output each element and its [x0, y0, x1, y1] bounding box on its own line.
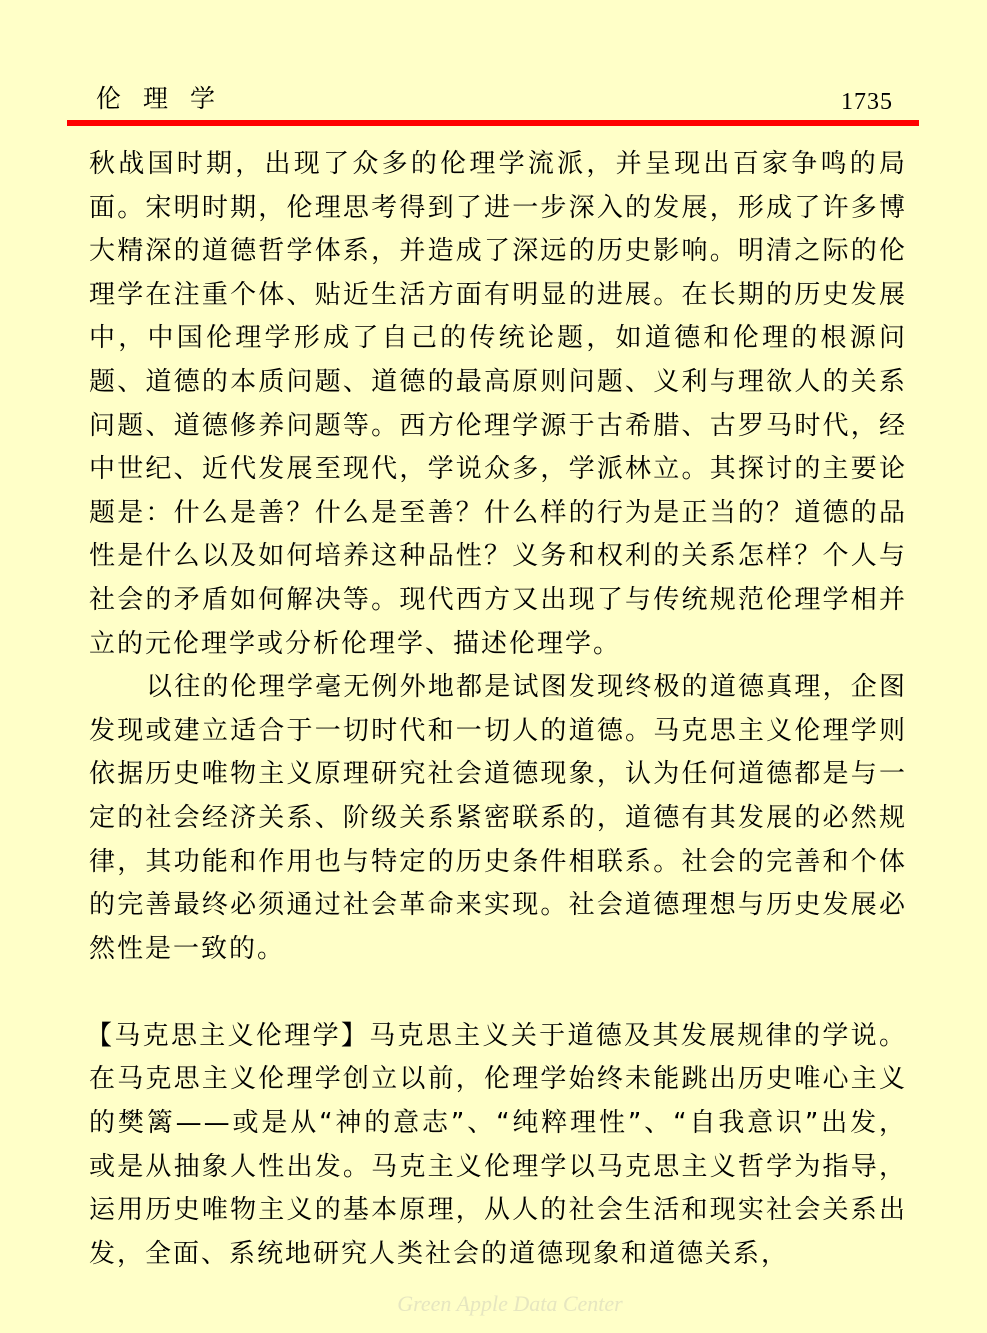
page-body	[86, 143, 907, 1276]
entry-definition: 马克思主义关于道德及其发展规律的学说。在马克思主义伦理学创立以前，伦理学始终未能跳出历史唯心主义的樊篱——或是从“神的意志”、“纯粹理性”、“自我意识”出发，或是从抽象人性出发。马克主义伦理学以马克思主义哲学为指导，运用历史唯物主义的基本原理，从人的社会生活和现实社会关系出发，全面、系统地研究人类社会的道德现象和道德关系，	[89, 1020, 907, 1269]
running-head-title: 伦理学	[96, 84, 238, 113]
header-divider-rule	[67, 120, 919, 126]
dictionary-entry	[86, 1015, 907, 1277]
body-paragraph-continued: 秋战国时期，出现了众多的伦理学流派，并呈现出百家争鸣的局面。宋明时期，伦理思考得到了进一步深入的发展，形成了许多博大精深的道德哲学体系，并造成了深远的历史影响。明清之际的伦理学在注重个体、贴近生活方面有明显的进展。在长期的历史发展中，中国伦理学形成了自己的传统论题，如道德和伦理的根源问题、道德的本质问题、道德的最高原则问题、义利与理欲人的关系问题、道德修养问题等。西方伦理学源于古希腊、古罗马时代，经中世纪、近代发展至现代，学说众多，学派林立。其探讨的主要论题是：什么是善？什么是至善？什么样的行为是正当的？道德的品性是什么以及如何培养这种品性？义务和权利的关系怎样？个人与社会的矛盾如何解决等。现代西方又出现了与传统规范伦理学相并立的元伦理学或分析伦理学、描述伦理学。	[89, 149, 907, 659]
body-paragraph: 以往的伦理学毫无例外地都是试图发现终极的道德真理，企图发现或建立适合于一切时代和一切人的道德。马克思主义伦理学则依据历史唯物主义原理研究社会道德现象，认为任何道德都是与一定的社会经济关系、阶级关系紧密联系的，道德有其发展的必然规律，其功能和作用也与特定的历史条件相联系。社会的完善和个体的完善最终必须通过社会革命来实现。社会道德理想与历史发展必然性是一致的。	[89, 672, 907, 964]
watermark: Green Apple Data Center	[397, 1291, 623, 1316]
page-header	[0, 0, 987, 130]
page-number: 1735	[841, 89, 893, 115]
entry-headword: 【马克思主义伦理学】	[86, 1020, 370, 1051]
